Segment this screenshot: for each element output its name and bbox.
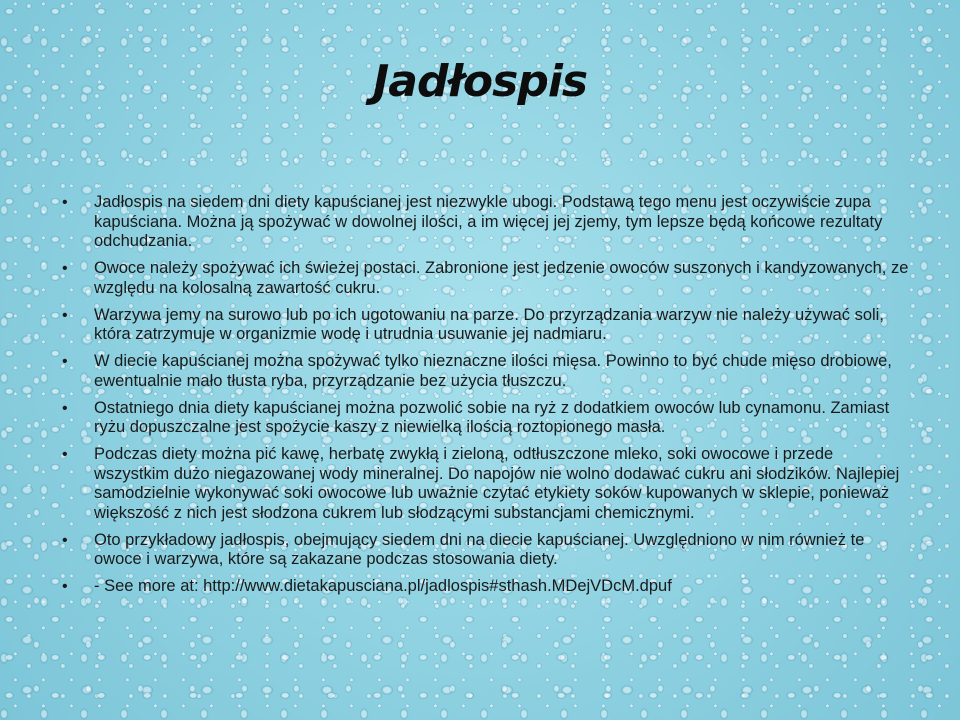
bullet-icon: • (62, 194, 68, 211)
bullet-item (62, 306, 912, 345)
bullet-icon: • (62, 578, 68, 595)
bullet-item (62, 445, 912, 523)
bullet-text: - See more at: http://www.dietakapusciana.pl/jadlospis#sthash.MDejVDcM.dpuf (94, 577, 672, 595)
bullet-text: Podczas diety można pić kawę, herbatę zwykłą i zieloną, odtłuszczone mleko, soki owocowe i przede wszystkim dużo niegazowanej wody mineralnej. Do napojów nie wolno dodawać cukru ani słodzików. Najlepiej samodzielnie wykonywać soki owocowe lub uważnie czytać etykiety soków kupowanych w sklepie, ponieważ większość z nich jest słodzona cukrem lub słodzącymi substancjami chemicznymi. (94, 445, 900, 522)
bullet-item (62, 193, 912, 252)
bullet-item (62, 577, 912, 597)
bullet-item (62, 259, 912, 298)
slide-content (62, 193, 912, 604)
bullet-text: Ostatniego dnia diety kapuścianej można pozwolić sobie na ryż z dodatkiem owoców lub cynamonu. Zamiast ryżu dopuszczalne jest spożycie kaszy z niewielką ilością roztopionego masła. (94, 398, 890, 436)
bullet-text: Jadłospis na siedem dni diety kapuścianej jest niezwykle ubogi. Podstawą tego menu jest oczywiście zupa kapuściana. Można ją spożywać w dowolnej ilości, a im więcej jej zjemy, tym lepsze będą końcowe rezultaty odchudzania. (94, 193, 883, 250)
bullet-icon: • (62, 446, 68, 463)
bullet-icon: • (62, 531, 68, 549)
slide-title-text: Jadłospis (372, 56, 588, 107)
bullet-text: Owoce należy spożywać ich świeżej postaci. Zabronione jest jedzenie owoców suszonych i kandyzowanych, ze względu na kolosalną zawartość cukru. (94, 259, 909, 297)
bullet-item (62, 399, 912, 438)
bullet-list (62, 193, 912, 597)
bullet-text: Oto przykładowy jadłospis, obejmujący siedem dni na diecie kapuścianej. Uwzględniono w nim również te owoce i warzywa, które są zakazane podczas stosowania diety. (94, 530, 865, 568)
bullet-icon: • (62, 306, 68, 324)
bullet-item (62, 352, 912, 391)
bullet-icon: • (62, 353, 68, 370)
bullet-icon: • (62, 399, 68, 417)
bullet-icon: • (62, 260, 68, 277)
bullet-text: Warzywa jemy na surowo lub po ich ugotowaniu na parze. Do przyrządzania warzyw nie należy używać soli, która zatrzymuje w organizmie wodę i utrudnia usuwanie jej nadmiaru. (94, 305, 884, 343)
bullet-item (62, 531, 912, 570)
slide-title (0, 56, 960, 107)
bullet-text: W diecie kapuścianej można spożywać tylko nieznaczne ilości mięsa. Powinno to być chude mięso drobiowe, ewentualnie mało tłusta ryba, przyrządzanie bez użycia tłuszczu. (94, 352, 892, 390)
